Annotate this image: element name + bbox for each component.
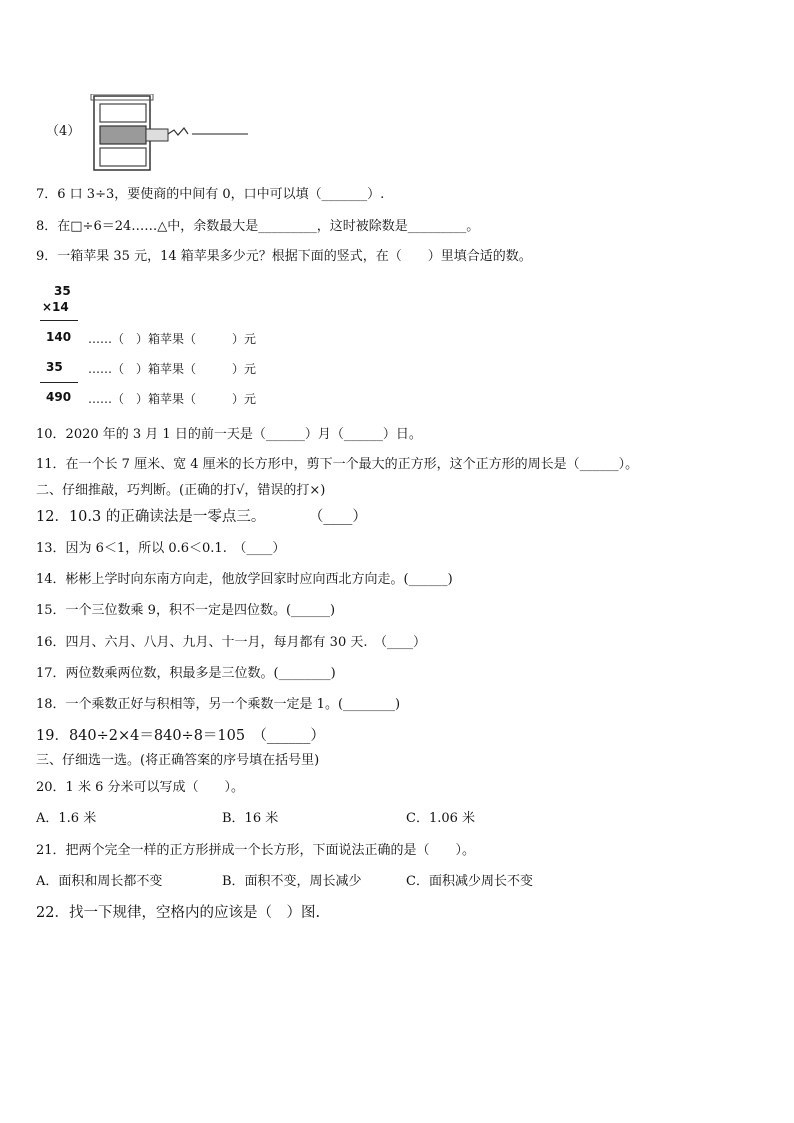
calc-note-3: ……（ ）箱苹果（ ）元 — [88, 392, 257, 406]
q21-option-c: C．面积减少周长不变 — [406, 874, 533, 889]
calc-note-1: ……（ ）箱苹果（ ）元 — [88, 332, 257, 346]
calc-rule-1 — [40, 320, 78, 321]
calc-multiplier: ×14 — [42, 300, 69, 314]
question-8: 8．在□÷6＝24……△中，余数最大是_________，这时被除数是_________。 — [36, 219, 480, 234]
section-2-heading: 二、仔细推敲，巧判断。(正确的打√，错误的打×) — [36, 483, 326, 498]
calc-total: 490 — [46, 390, 72, 404]
question-21: 21．把两个完全一样的正方形拼成一个长方形，下面说法正确的是（ ）。 — [36, 843, 476, 858]
calc-partial-1: 140 — [46, 330, 72, 344]
question-13: 13．因为 6＜1，所以 0.6＜0.1. （____） — [36, 541, 286, 556]
figure-4 — [36, 94, 266, 174]
q20-option-c: C．1.06 米 — [406, 811, 476, 826]
q20-option-b: B．16 米 — [222, 811, 279, 826]
figure-label: （4） — [46, 124, 81, 139]
calc-note-2: ……（ ）箱苹果（ ）元 — [88, 362, 257, 376]
q21-option-a: A．面积和周长都不变 — [36, 874, 163, 889]
calc-multiplicand: 35 — [54, 284, 71, 298]
question-18: 18．一个乘数正好与积相等，另一个乘数一定是 1。(________) — [36, 697, 401, 712]
question-7: 7．6 口 3÷3，要使商的中间有 0，口中可以填（_______）. — [36, 187, 385, 202]
question-15: 15．一个三位数乘 9，积不一定是四位数。(______) — [36, 603, 336, 618]
section-3-heading: 三、仔细选一选。(将正确答案的序号填在括号里) — [36, 753, 320, 768]
question-20: 20．1 米 6 分米可以写成（ ）。 — [36, 780, 244, 795]
question-11: 11．在一个长 7 厘米、宽 4 厘米的长方形中，剪下一个最大的正方形，这个正方形的周长是（______）。 — [36, 457, 639, 472]
question-14: 14．彬彬上学时向东南方向走，他放学回家时应向西北方向走。(______) — [36, 572, 453, 587]
question-10: 10．2020 年的 3 月 1 日的前一天是（______）月（______）日。 — [36, 427, 422, 442]
question-22: 22．找一下规律，空格内的应该是（ ）图. — [36, 905, 321, 921]
question-17: 17．两位数乘两位数，积最多是三位数。(________) — [36, 666, 336, 681]
q21-option-b: B．面积不变，周长减少 — [222, 874, 362, 889]
question-16: 16．四月、六月、八月、九月、十一月，每月都有 30 天. （____） — [36, 635, 426, 650]
question-9: 9．一箱苹果 35 元，14 箱苹果多少元？根据下面的竖式，在（ ）里填合适的数。 — [36, 249, 532, 264]
question-12: 12．10.3 的正确读法是一零点三。 （____） — [36, 509, 367, 525]
q20-option-a: A．1.6 米 — [36, 811, 97, 826]
question-19: 19．840÷2×4＝840÷8＝105 （______） — [36, 728, 325, 744]
calc-partial-2: 35 — [46, 360, 63, 374]
calc-rule-2 — [40, 382, 78, 383]
